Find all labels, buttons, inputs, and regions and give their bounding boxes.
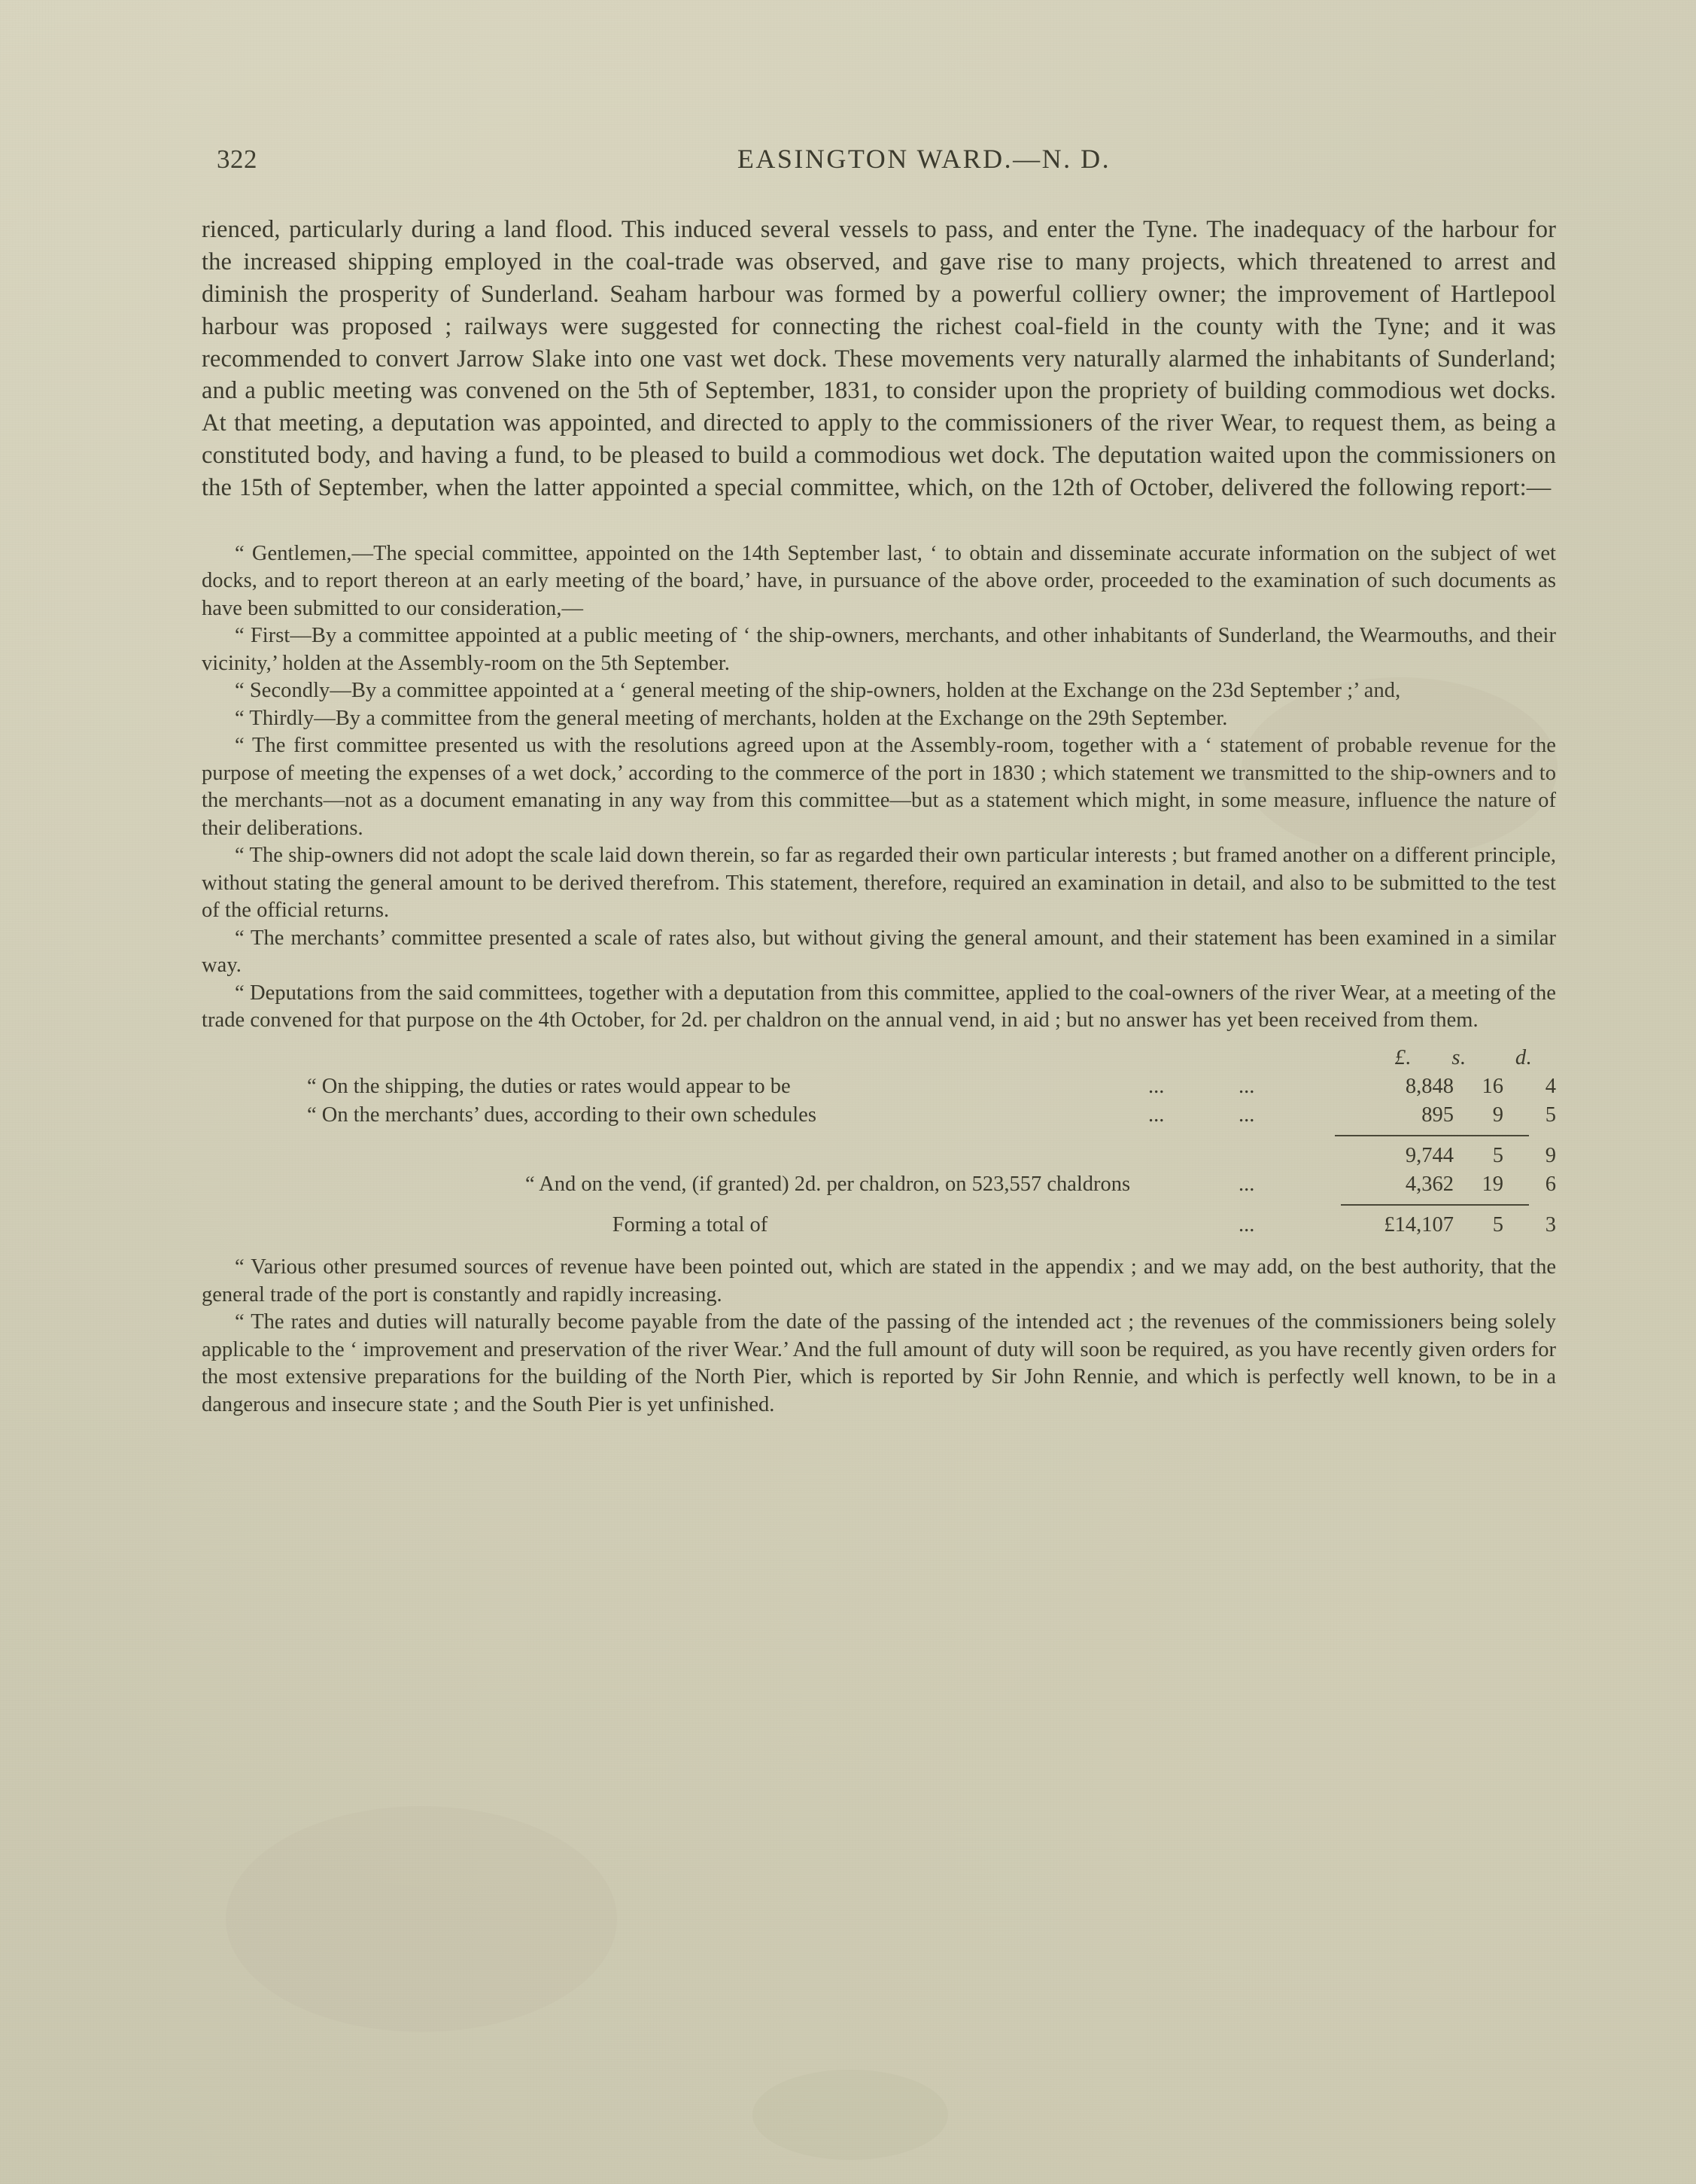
row-label: “ On the shipping, the duties or rates would appear to be xyxy=(307,1075,791,1099)
subtotal-pence: 9 xyxy=(1545,1144,1556,1168)
report-paragraph-2: “ First—By a committee appointed at a public meeting of ‘ the ship-owners, merchants, and other inhabitants of Sunderland, the Wearmouths, and their vicinity,’ holden at the Assembly-room on the 5th September. xyxy=(202,624,1556,675)
vend-pounds: 4,362 xyxy=(1405,1173,1454,1197)
row-leader-dots-2: ... xyxy=(1239,1103,1255,1127)
row-shillings: 9 xyxy=(1492,1103,1503,1127)
page-number: 322 xyxy=(217,144,257,174)
column-header-pounds: £. xyxy=(1394,1046,1412,1070)
subtotal-shillings: 5 xyxy=(1492,1144,1503,1168)
total-shillings: 5 xyxy=(1492,1213,1503,1237)
total-pence: 3 xyxy=(1545,1213,1556,1237)
report-paragraph-8: “ Deputations from the said committees, together with a deputation from this committee, applied to the coal-owners of the river Wear, at a meeting of the trade convened for that purpose on the 4th October, for 2d. per chaldron on the annual vend, in aid ; but no answer has yet been received from them. xyxy=(202,981,1556,1032)
vend-label: “ And on the vend, (if granted) 2d. per chaldron, on 523,557 chaldrons xyxy=(525,1173,1131,1197)
revenue-table xyxy=(202,1046,1556,1237)
paper-stain-3 xyxy=(752,2070,948,2160)
vend-row xyxy=(202,1173,1556,1197)
row-leader-dots-1: ... xyxy=(1148,1075,1165,1099)
vend-shillings: 19 xyxy=(1482,1173,1503,1197)
report-closing-text xyxy=(202,1254,1556,1419)
total-pounds: £14,107 xyxy=(1384,1213,1454,1237)
report-paragraph-1: “ Gentlemen,—The special committee, appointed on the 14th September last, ‘ to obtain and disseminate accurate information on the subject of wet docks, and to report thereon at an early meeting of the board,’ have, in pursuance of the above order, proceeded to the examination of such documents as have been submitted to our consideration,— xyxy=(202,542,1556,620)
column-header-shillings: s. xyxy=(1451,1046,1467,1070)
row-label: “ On the merchants’ dues, according to their own schedules xyxy=(307,1103,816,1127)
row-shillings: 16 xyxy=(1482,1075,1503,1099)
row-leader-dots-2: ... xyxy=(1239,1075,1255,1099)
report-paragraph-4: “ Thirdly—By a committee from the general meeting of merchants, holden at the Exchange on the 29th September. xyxy=(235,706,1228,730)
paragraph-continuation: rienced, particularly during a land flood. This induced several vessels to pass, and enter the Tyne. The inadequacy of the harbour for the increased shipping employed in the coal-trade was observed, and gave rise to many projects, which threatened to arrest and diminish the prosperity of Sunderland. Seaham harbour was formed by a powerful colliery owner; the improvement of Hartlepool harbour was proposed ; railways were suggested for connecting the richest coal-field in the county with the Tyne; and it was recommended to convert Jarrow Slake into one vast wet dock. These movements very naturally alarmed the inhabitants of Sunderland; and a public meeting was convened on the 5th of September, 1831, to consider upon the propriety of building commodious wet docks. At that meeting, a deputation was appointed, and directed to apply to the commissioners of the river Wear, to request them, as being a constituted body, and having a fund, to be pleased to build a commodious wet dock. The deputation waited upon the commissioners on the 15th of September, when the latter appointed a special committee, which, on the 12th of October, delivered the following report:— xyxy=(202,216,1556,502)
total-row xyxy=(202,1213,1556,1237)
paper-stain-2 xyxy=(226,1806,617,2032)
row-leader-dots-1: ... xyxy=(1148,1103,1165,1127)
table-row xyxy=(202,1075,1556,1099)
running-head: EASINGTON WARD.—N. D. xyxy=(737,144,1111,174)
row-pounds: 8,848 xyxy=(1405,1075,1454,1099)
vend-pence: 6 xyxy=(1545,1173,1556,1197)
report-paragraph-6: “ The ship-owners did not adopt the scale laid down therein, so far as regarded their own particular interests ; but framed another on a different principle, without stating the general amount to be derived therefrom. This statement, therefore, required an examination in detail, and also to be submitted to the test of the official returns. xyxy=(202,844,1556,923)
total-label: Forming a total of xyxy=(612,1213,768,1237)
subtotal-row xyxy=(202,1144,1556,1168)
page-content xyxy=(202,128,1556,1419)
total-rule xyxy=(1341,1204,1529,1206)
total-leader-dots: ... xyxy=(1239,1213,1255,1237)
report-quotation xyxy=(202,540,1556,1034)
main-body-text xyxy=(202,214,1556,504)
subtotal-rule xyxy=(1335,1135,1529,1136)
report-paragraph-5: “ The first committee presented us with the resolutions agreed upon at the Assembly-room, together with a ‘ statement of probable revenue for the purpose of meeting the expenses of a wet dock,’ according to the commerce of the port in 1830 ; which statement we transmitted to the ship-owners and to the merchants—not as a document emanating in any way from this committee—but as a statement which might, in some measure, influence the nature of their deliberations. xyxy=(202,734,1556,840)
page-header xyxy=(202,128,1556,181)
column-header-pence: d. xyxy=(1515,1046,1533,1070)
row-pounds: 895 xyxy=(1421,1103,1454,1127)
closing-paragraph-2: “ The rates and duties will naturally become payable from the date of the passing of the intended act ; the revenues of the commissioners being solely applicable to the ‘ improvement and preservation of the river Wear.’ And the full amount of duty will soon be required, as you have recently given orders for the most extensive preparations for the building of the North Pier, which is reported by Sir John Rennie, and which is perfectly well known, to be in a dangerous and insecure state ; and the South Pier is yet unfinished. xyxy=(202,1310,1556,1416)
subtotal-pounds: 9,744 xyxy=(1405,1144,1454,1168)
row-pence: 5 xyxy=(1545,1103,1556,1127)
report-paragraph-3: “ Secondly—By a committee appointed at a ‘ general meeting of the ship-owners, holden at the Exchange on the 23d September ;’ and, xyxy=(235,679,1401,703)
table-row xyxy=(202,1103,1556,1127)
table-column-headers xyxy=(202,1046,1556,1070)
closing-paragraph-1: “ Various other presumed sources of revenue have been pointed out, which are stated in the appendix ; and we may add, on the best authority, that the general trade of the port is constantly and rapidly increasing. xyxy=(202,1255,1556,1306)
vend-leader-dots: ... xyxy=(1239,1173,1255,1197)
report-paragraph-7: “ The merchants’ committee presented a scale of rates also, but without giving the general amount, and their statement has been examined in a similar way. xyxy=(202,926,1556,978)
row-pence: 4 xyxy=(1545,1075,1556,1099)
